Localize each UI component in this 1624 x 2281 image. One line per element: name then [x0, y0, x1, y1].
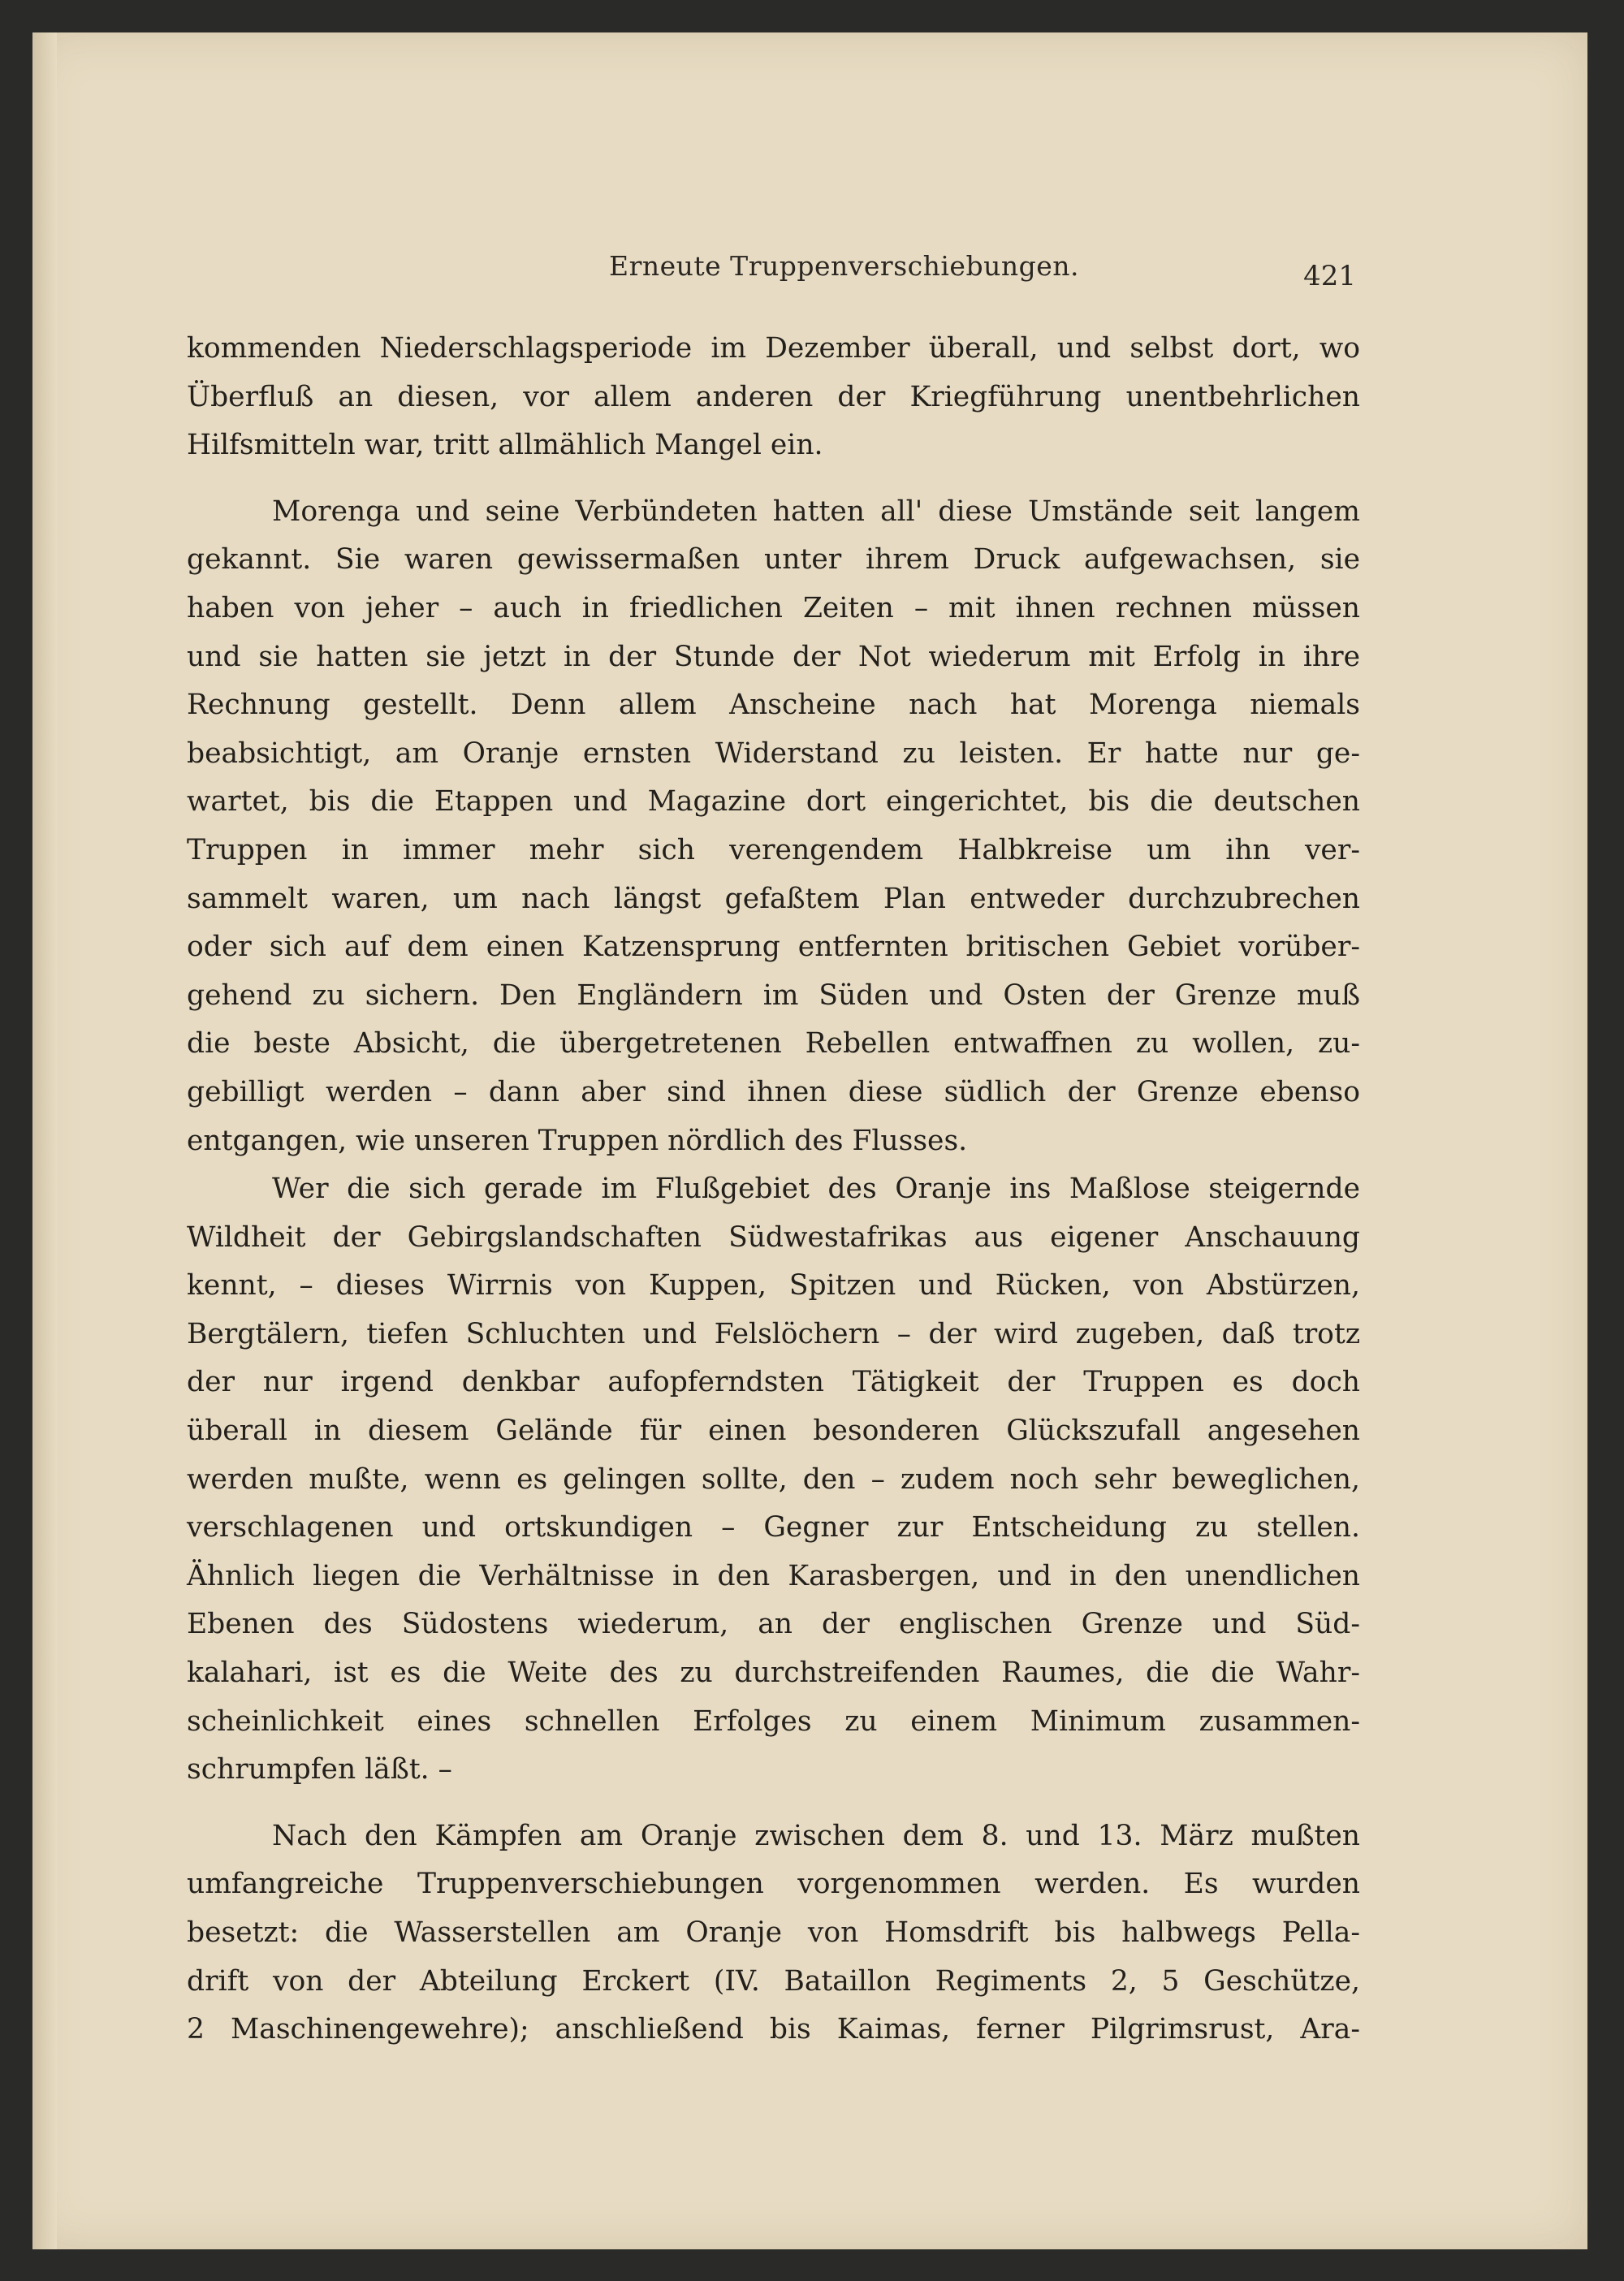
text-line: haben von jeher – auch in friedlichen Zeiten – mit ihnen rechnen müssen: [187, 591, 1360, 624]
text-line: verschlagenen und ortskundigen – Gegner zur Entscheidung zu stellen.: [187, 1511, 1360, 1544]
text-line: sammelt waren, um nach längst gefaßtem Plan entweder durchzubrechen: [187, 882, 1360, 915]
body-text: [187, 325, 1360, 2054]
text-line: entgangen, wie unseren Truppen nördlich des Flusses.: [187, 1124, 968, 1157]
text-line: Hilfsmitteln war, tritt allmählich Mangel ein.: [187, 429, 823, 462]
text-line: kennt, – dieses Wirrnis von Kuppen, Spitzen und Rücken, von Abstürzen,: [187, 1269, 1360, 1303]
text-line: Ähnlich liegen die Verhältnisse in den Karasbergen, und in den unendlichen: [187, 1559, 1360, 1592]
text-line: 2 Maschinengewehre); anschließend bis Kaimas, ferner Pilgrimsrust, Ara-: [187, 2013, 1360, 2046]
text-line: Truppen in immer mehr sich verengendem Halbkreise um ihn ver-: [187, 833, 1360, 866]
text-line: Morenga und seine Verbündeten hatten all' diese Umstände seit langem: [272, 495, 1360, 528]
page-edge-shadow: [32, 32, 57, 2249]
text-line: drift von der Abteilung Erckert (IV. Bataillon Regiments 2, 5 Geschütze,: [187, 1964, 1360, 1998]
text-line: Wer die sich gerade im Flußgebiet des Oranje ins Maßlose steigernde: [272, 1173, 1360, 1206]
text-line: und sie hatten sie jetzt in der Stunde der Not wiederum mit Erfolg in ihre: [187, 640, 1360, 673]
paragraph: [187, 1165, 1360, 1795]
text-line: gekannt. Sie waren gewissermaßen unter ihrem Druck aufgewachsen, sie: [187, 543, 1360, 577]
text-line: kalahari, ist es die Weite des zu durchstreifenden Raumes, die die Wahr-: [187, 1657, 1360, 1690]
text-line: der nur irgend denkbar aufopferndsten Tätigkeit der Truppen es doch: [187, 1366, 1360, 1399]
text-line: gehend zu sichern. Den Engländern im Süden und Osten der Grenze muß: [187, 978, 1360, 1012]
paragraph: [187, 325, 1360, 470]
text-line: Ebenen des Südostens wiederum, an der englischen Grenze und Süd-: [187, 1608, 1360, 1641]
text-line: besetzt: die Wasserstellen am Oranje von Homsdrift bis halbwegs Pella-: [187, 1916, 1360, 1949]
text-line: wartet, bis die Etappen und Magazine dort eingerichtet, bis die deutschen: [187, 785, 1360, 819]
text-line: Bergtälern, tiefen Schluchten und Felslöchern – der wird zugeben, daß trotz: [187, 1317, 1360, 1350]
paragraph: [187, 488, 1360, 1165]
text-line: gebilligt werden – dann aber sind ihnen diese südlich der Grenze ebenso: [187, 1075, 1360, 1108]
text-line: werden mußte, wenn es gelingen sollte, den – zudem noch sehr beweglichen,: [187, 1462, 1360, 1496]
book-page: [32, 32, 1587, 2249]
page-number: 421: [1303, 260, 1356, 292]
text-line: Nach den Kämpfen am Oranje zwischen dem 8. und 13. März mußten: [272, 1819, 1360, 1852]
text-line: kommenden Niederschlagsperiode im Dezember überall, und selbst dort, wo: [187, 332, 1360, 365]
text-line: die beste Absicht, die übergetretenen Rebellen entwaffnen zu wollen, zu-: [187, 1027, 1360, 1061]
text-line: oder sich auf dem einen Katzensprung entfernten britischen Gebiet vorüber-: [187, 931, 1360, 964]
text-line: beabsichtigt, am Oranje ernsten Widerstand zu leisten. Er hatte nur ge-: [187, 737, 1360, 770]
text-line: schrumpfen läßt. –: [187, 1753, 452, 1786]
text-line: überall in diesem Gelände für einen besonderen Glückszufall angesehen: [187, 1415, 1360, 1448]
paragraph: [187, 1812, 1360, 2054]
running-title: Erneute Truppenverschiebungen.: [609, 250, 1079, 282]
text-line: umfangreiche Truppenverschiebungen vorgenommen werden. Es wurden: [187, 1868, 1360, 1901]
text-line: Rechnung gestellt. Denn allem Anscheine nach hat Morenga niemals: [187, 689, 1360, 722]
text-line: Überfluß an diesen, vor allem anderen der Kriegführung unentbehrlichen: [187, 380, 1360, 413]
text-line: scheinlichkeit eines schnellen Erfolges zu einem Minimum zusammen-: [187, 1704, 1360, 1738]
text-line: Wildheit der Gebirgslandschaften Südwestafrikas aus eigener Anschauung: [187, 1220, 1360, 1254]
